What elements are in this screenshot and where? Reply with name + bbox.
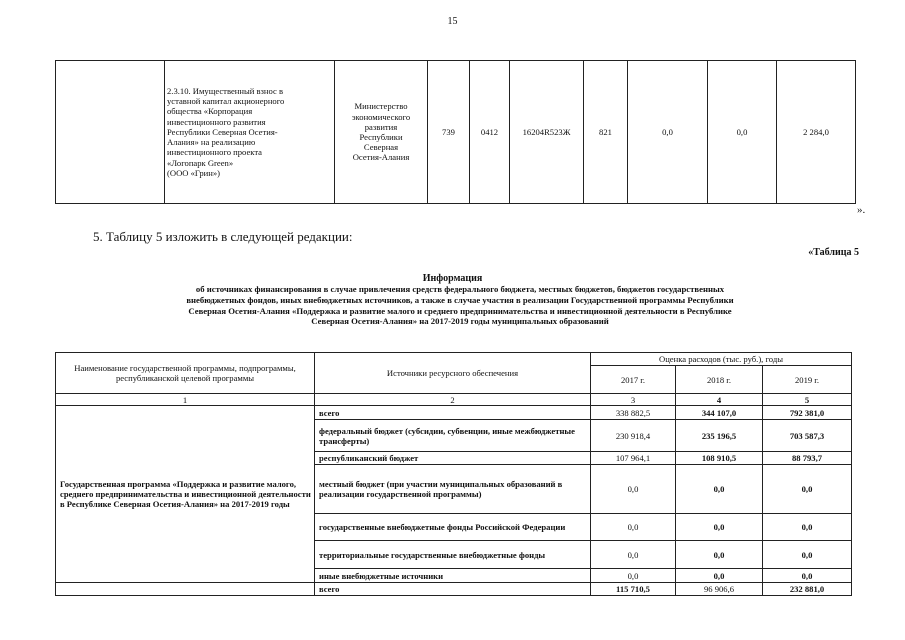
empty-cell bbox=[56, 583, 315, 596]
value-2017: 0,0 bbox=[591, 514, 676, 541]
value-2017: 0,0 bbox=[591, 569, 676, 583]
value-2018: 96 906,6 bbox=[676, 583, 763, 596]
table-row bbox=[56, 406, 852, 420]
point-5-text: 5. Таблицу 5 изложить в следующей редакции: bbox=[93, 229, 353, 244]
measure-description: 2.3.10. Имущественный взнос в уставной капитал акционерного общества «Корпорация инвестиционного развития Республики Северная Осетия- Алания» на реализацию инвестиционного проекта «Логопарк Green» (ООО «Грин») bbox=[165, 61, 335, 204]
value-2017: 0,0 bbox=[591, 541, 676, 569]
header-estimate: Оценка расходов (тыс. руб.), годы bbox=[591, 353, 852, 366]
column-number: 4 bbox=[676, 394, 763, 406]
measures-table bbox=[55, 60, 856, 204]
source-label: всего bbox=[315, 583, 591, 596]
value-2018: 235 196,5 bbox=[676, 420, 763, 452]
value-2018: 0,0 bbox=[676, 569, 763, 583]
value-cell: 0,0 bbox=[628, 61, 708, 204]
value-2018: 344 107,0 bbox=[676, 406, 763, 420]
value-2019: 0,0 bbox=[763, 465, 852, 514]
executor-cell: Министерство экономического развития Республики Северная Осетия-Алания bbox=[335, 61, 428, 204]
value-2017: 230 918,4 bbox=[591, 420, 676, 452]
value-cell: 2 284,0 bbox=[777, 61, 856, 204]
source-label: федеральный бюджет (субсидии, субвенции, иные межбюджетные трансферты) bbox=[315, 420, 591, 452]
header-program: Наименование государственной программы, подпрограммы, республиканской целевой программы bbox=[56, 353, 315, 394]
source-label: государственные внебюджетные фонды Российской Федерации bbox=[315, 514, 591, 541]
value-2019: 703 587,3 bbox=[763, 420, 852, 452]
value-2019: 232 881,0 bbox=[763, 583, 852, 596]
source-label: республиканский бюджет bbox=[315, 452, 591, 465]
table-label: «Таблица 5 bbox=[808, 247, 859, 258]
header-sources: Источники ресурсного обеспечения bbox=[315, 353, 591, 394]
column-number: 1 bbox=[56, 394, 315, 406]
info-subtitle: об источниках финансирования в случае привлечения средств федерального бюджета, местных бюджетов, бюджетов государственных внебюджетных фондов, иных внебюджетных источников, а также в случае участия в реализации Государственной программы Республики Северная Осетия-Алания «Поддержка и развитие малого и среднего предпринимательства и инвестиционной деятельности в Республике Северная Осетия-Алания» на 2017-2019 годы муниципальных образований bbox=[186, 284, 734, 327]
column-number-row bbox=[56, 394, 852, 406]
value-2019: 0,0 bbox=[763, 569, 852, 583]
column-number: 3 bbox=[591, 394, 676, 406]
value-2017: 0,0 bbox=[591, 465, 676, 514]
value-2018: 0,0 bbox=[676, 514, 763, 541]
value-2017: 338 882,5 bbox=[591, 406, 676, 420]
code-cell: 16204R523Ж bbox=[510, 61, 584, 204]
source-label: иные внебюджетные источники bbox=[315, 569, 591, 583]
value-2018: 0,0 bbox=[676, 465, 763, 514]
empty-cell bbox=[56, 61, 165, 204]
info-title: Информация bbox=[422, 273, 483, 284]
financing-table bbox=[55, 352, 852, 596]
value-2017: 115 710,5 bbox=[591, 583, 676, 596]
header-year: 2017 г. bbox=[591, 366, 676, 394]
value-2017: 107 964,1 bbox=[591, 452, 676, 465]
value-cell: 0,0 bbox=[708, 61, 777, 204]
table-header-row bbox=[56, 353, 852, 366]
value-2019: 792 381,0 bbox=[763, 406, 852, 420]
page-number: 15 bbox=[447, 16, 458, 27]
header-year: 2018 г. bbox=[676, 366, 763, 394]
column-number: 5 bbox=[763, 394, 852, 406]
closing-quote: ». bbox=[857, 204, 866, 216]
program-name: Государственная программа «Поддержка и развитие малого, среднего предпринимательства и инвестиционной деятельности в Республике Северная Осетия-Алания» на 2017-2019 годы bbox=[56, 406, 315, 583]
source-label: территориальные государственные внебюджетные фонды bbox=[315, 541, 591, 569]
value-2019: 88 793,7 bbox=[763, 452, 852, 465]
source-label: местный бюджет (при участии муниципальных образований в реализации государственной программы) bbox=[315, 465, 591, 514]
value-2019: 0,0 bbox=[763, 514, 852, 541]
code-cell: 0412 bbox=[470, 61, 510, 204]
value-2019: 0,0 bbox=[763, 541, 852, 569]
value-2018: 0,0 bbox=[676, 541, 763, 569]
table-row bbox=[56, 583, 852, 596]
column-number: 2 bbox=[315, 394, 591, 406]
code-cell: 739 bbox=[428, 61, 470, 204]
value-2018: 108 910,5 bbox=[676, 452, 763, 465]
source-label: всего bbox=[315, 406, 591, 420]
code-cell: 821 bbox=[584, 61, 628, 204]
header-year: 2019 г. bbox=[763, 366, 852, 394]
table-row bbox=[56, 61, 856, 204]
